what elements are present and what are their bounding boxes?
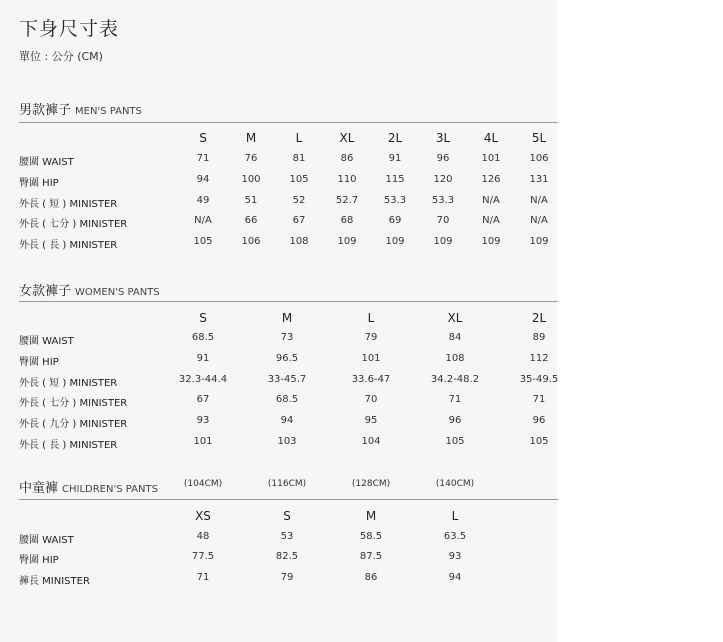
size-value: 79	[280, 572, 294, 583]
women-divider	[19, 301, 558, 302]
size-value: 49	[196, 195, 210, 206]
size-value: 53	[280, 531, 294, 542]
size-value: 68	[340, 215, 354, 226]
children-title-en: CHILDREN'S PANTS	[62, 484, 158, 495]
women-title-zh: 女款褲子	[19, 284, 72, 299]
size-value: 86	[364, 572, 378, 583]
size-value: 101	[193, 436, 213, 447]
size-value: 101	[361, 353, 381, 364]
size-value: 67	[196, 394, 210, 405]
size-value: 76	[244, 153, 258, 164]
size-value: 82.5	[275, 551, 299, 562]
size-value: 110	[337, 174, 357, 185]
size-value: 96	[448, 415, 462, 426]
size-value: 96	[532, 415, 546, 426]
size-value: N/A	[194, 215, 212, 226]
child-height: (128CM)	[351, 479, 391, 489]
size-value: 52.7	[335, 195, 359, 206]
size-value: 105	[193, 236, 213, 247]
size-value: 96.5	[275, 353, 299, 364]
child-height: (140CM)	[435, 479, 475, 489]
row-label: 臀圍 HIP	[19, 555, 59, 566]
size-header: M	[365, 509, 377, 523]
size-header: L	[295, 131, 303, 145]
size-value: 109	[481, 236, 501, 247]
women-title-en: WOMEN'S PANTS	[75, 287, 160, 298]
size-value: 52	[292, 195, 306, 206]
child-height: (104CM)	[183, 479, 223, 489]
size-header: S	[283, 509, 291, 523]
size-value: 109	[385, 236, 405, 247]
page-title: 下身尺寸表	[19, 18, 120, 40]
size-value: 66	[244, 215, 258, 226]
row-label: 臀圍 HIP	[19, 178, 59, 189]
row-label: 外長 ( 七分 ) MINISTER	[19, 398, 128, 409]
size-value: 106	[241, 236, 261, 247]
size-value: 77.5	[191, 551, 215, 562]
size-value: 71	[196, 572, 210, 583]
row-label: 外長 ( 長 ) MINISTER	[19, 440, 118, 451]
size-value: 71	[532, 394, 546, 405]
women-section-title	[19, 280, 160, 299]
size-value: 94	[196, 174, 210, 185]
size-value: 93	[448, 551, 462, 562]
size-value: 104	[361, 436, 381, 447]
size-value: N/A	[530, 215, 548, 226]
size-value: 63.5	[443, 531, 467, 542]
size-value: 105	[289, 174, 309, 185]
men-title-en: MEN'S PANTS	[75, 106, 142, 117]
size-value: 105	[529, 436, 549, 447]
size-header: XL	[339, 131, 355, 145]
size-value: 108	[289, 236, 309, 247]
size-value: 95	[364, 415, 378, 426]
row-label: 腰圍 WAIST	[19, 336, 74, 347]
size-header: M	[245, 131, 257, 145]
size-header: L	[367, 311, 375, 325]
size-value: 120	[433, 174, 453, 185]
size-value: 84	[448, 332, 462, 343]
children-section-title	[19, 477, 158, 496]
size-value: 51	[244, 195, 258, 206]
size-header: L	[451, 509, 459, 523]
row-label: 褲長 MINISTER	[19, 576, 90, 587]
size-value: 70	[364, 394, 378, 405]
size-value: 89	[532, 332, 546, 343]
size-value: 91	[388, 153, 402, 164]
size-value: 126	[481, 174, 501, 185]
size-value: 94	[280, 415, 294, 426]
size-value: 103	[277, 436, 297, 447]
child-height: (116CM)	[267, 479, 307, 489]
size-value: N/A	[482, 195, 500, 206]
size-value: 53.3	[383, 195, 407, 206]
size-header: S	[199, 311, 207, 325]
size-value: 48	[196, 531, 210, 542]
size-value: 87.5	[359, 551, 383, 562]
men-title-zh: 男款褲子	[19, 103, 72, 118]
size-value: 115	[385, 174, 405, 185]
size-value: 53.3	[431, 195, 455, 206]
size-header: 4L	[483, 131, 499, 145]
size-value: 106	[529, 153, 549, 164]
size-value: 32.3-44.4	[178, 374, 228, 385]
size-value: 105	[445, 436, 465, 447]
size-value: 96	[436, 153, 450, 164]
size-value: 109	[529, 236, 549, 247]
row-label: 腰圍 WAIST	[19, 157, 74, 168]
children-divider	[19, 499, 558, 500]
size-header: XL	[447, 311, 463, 325]
size-value: 112	[529, 353, 549, 364]
size-value: 109	[337, 236, 357, 247]
size-value: 68.5	[275, 394, 299, 405]
size-value: 58.5	[359, 531, 383, 542]
size-value: 68.5	[191, 332, 215, 343]
size-value: 71	[448, 394, 462, 405]
size-value: N/A	[530, 195, 548, 206]
size-value: 35-49.5	[519, 374, 559, 385]
size-value: 81	[292, 153, 306, 164]
size-value: 34.2-48.2	[430, 374, 480, 385]
size-header: S	[199, 131, 207, 145]
size-header: 5L	[531, 131, 547, 145]
row-label: 外長 ( 九分 ) MINISTER	[19, 419, 128, 430]
size-value: 108	[445, 353, 465, 364]
size-value: 67	[292, 215, 306, 226]
size-value: 86	[340, 153, 354, 164]
row-label: 外長 ( 短 ) MINISTER	[19, 378, 118, 389]
size-value: 69	[388, 215, 402, 226]
size-header: 3L	[435, 131, 451, 145]
children-title-zh: 中童褲	[19, 481, 59, 496]
size-value: 70	[436, 215, 450, 226]
size-value: 101	[481, 153, 501, 164]
size-value: 33.6-47	[351, 374, 391, 385]
row-label: 外長 ( 七分 ) MINISTER	[19, 219, 128, 230]
size-value: 71	[196, 153, 210, 164]
men-section-title	[19, 99, 142, 118]
size-value: 94	[448, 572, 462, 583]
size-value: 109	[433, 236, 453, 247]
size-header: 2L	[531, 311, 547, 325]
size-value: 73	[280, 332, 294, 343]
row-label: 腰圍 WAIST	[19, 535, 74, 546]
size-value: 131	[529, 174, 549, 185]
size-value: N/A	[482, 215, 500, 226]
row-label: 外長 ( 短 ) MINISTER	[19, 199, 118, 210]
size-value: 93	[196, 415, 210, 426]
size-value: 79	[364, 332, 378, 343]
size-header: XS	[195, 509, 211, 523]
size-header: 2L	[387, 131, 403, 145]
row-label: 臀圍 HIP	[19, 357, 59, 368]
size-value: 91	[196, 353, 210, 364]
size-value: 33-45.7	[267, 374, 307, 385]
men-divider	[19, 122, 558, 123]
row-label: 外長 ( 長 ) MINISTER	[19, 240, 118, 251]
size-header: M	[281, 311, 293, 325]
unit-note: 單位 : 公分 (CM)	[19, 50, 103, 63]
size-value: 100	[241, 174, 261, 185]
